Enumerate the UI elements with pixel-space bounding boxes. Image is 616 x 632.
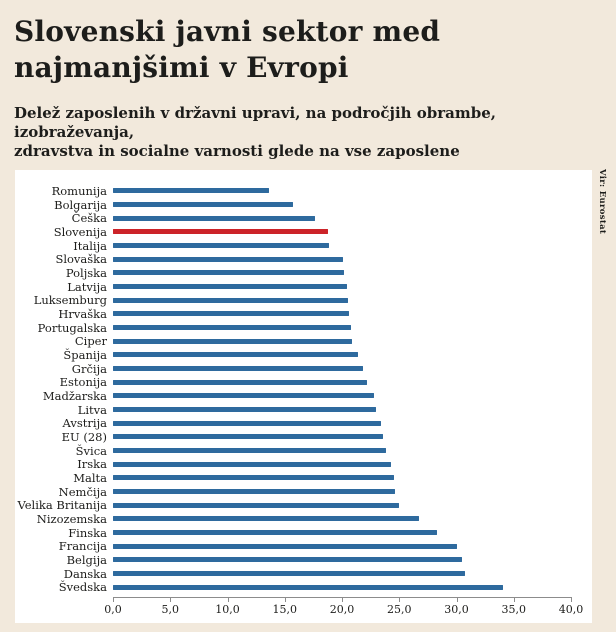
page-title xyxy=(14,14,588,86)
chart-row xyxy=(15,321,592,335)
category-label: Portugalska xyxy=(37,320,107,335)
chart-row xyxy=(15,553,592,567)
chart-row xyxy=(15,334,592,348)
chart-row xyxy=(15,512,592,526)
bar xyxy=(113,585,503,590)
bar xyxy=(113,557,462,562)
category-label: Estonija xyxy=(59,375,107,390)
x-axis-tick-label: 20,0 xyxy=(329,603,355,616)
title-line-2: najmanjšimi v Evropi xyxy=(14,51,349,84)
bar xyxy=(113,202,293,207)
category-label: Litva xyxy=(77,402,107,417)
x-axis-tick-label: 15,0 xyxy=(272,603,298,616)
category-label: Bolgarija xyxy=(54,197,107,212)
category-label: Belgija xyxy=(66,552,107,567)
category-label: Ciper xyxy=(74,334,107,349)
category-label: Nizozemska xyxy=(36,511,107,526)
category-label: Velika Britanija xyxy=(17,498,107,513)
bar xyxy=(113,421,381,426)
chart-panel xyxy=(15,170,592,623)
chart-row xyxy=(15,252,592,266)
x-axis-tick-label: 35,0 xyxy=(501,603,527,616)
chart-row xyxy=(15,293,592,307)
bar xyxy=(113,516,419,521)
chart-row xyxy=(15,389,592,403)
category-label: Poljska xyxy=(65,265,107,280)
bar xyxy=(113,448,386,453)
category-label: Malta xyxy=(73,470,107,485)
title-line-1: Slovenski javni sektor med xyxy=(14,15,441,48)
chart-row xyxy=(15,198,592,212)
bar-highlight xyxy=(113,229,328,234)
chart-row xyxy=(15,471,592,485)
category-label: Romunija xyxy=(51,183,107,198)
bar xyxy=(113,325,351,330)
bar xyxy=(113,188,269,193)
x-axis-tick-label: 40,0 xyxy=(558,603,584,616)
chart-row xyxy=(15,498,592,512)
subtitle-line-2: zdravstva in socialne varnosti glede na vse zaposlene xyxy=(14,142,460,160)
bar xyxy=(113,407,376,412)
category-label: Nemčija xyxy=(58,484,107,499)
x-axis-tick xyxy=(113,597,114,602)
x-axis-tick xyxy=(170,597,171,602)
bar xyxy=(113,311,349,316)
chart-row xyxy=(15,526,592,540)
bar xyxy=(113,298,348,303)
category-label: Češka xyxy=(71,211,107,226)
subtitle-line-1: Delež zaposlenih v državni upravi, na področjih obrambe, izobraževanja, xyxy=(14,104,497,141)
chart-header xyxy=(14,14,588,161)
chart-row xyxy=(15,416,592,430)
bar xyxy=(113,530,437,535)
category-label: Italija xyxy=(73,238,107,253)
category-label: Grčija xyxy=(71,361,107,376)
bar xyxy=(113,571,465,576)
category-label: Finska xyxy=(68,525,107,540)
bar xyxy=(113,503,399,508)
x-axis-tick-label: 0,0 xyxy=(104,603,122,616)
x-axis-tick xyxy=(514,597,515,602)
chart-row xyxy=(15,239,592,253)
category-label: Španija xyxy=(63,347,107,362)
category-label: Luksemburg xyxy=(33,293,107,308)
bar xyxy=(113,284,347,289)
chart-row xyxy=(15,444,592,458)
bar xyxy=(113,434,383,439)
chart-row xyxy=(15,430,592,444)
x-axis-tick xyxy=(457,597,458,602)
chart-row xyxy=(15,580,592,594)
x-axis-tick xyxy=(228,597,229,602)
bar xyxy=(113,352,358,357)
category-label: Francija xyxy=(58,539,107,554)
category-label: Hrvaška xyxy=(58,306,107,321)
x-axis-tick xyxy=(342,597,343,602)
bar xyxy=(113,393,374,398)
bar xyxy=(113,216,315,221)
bar xyxy=(113,489,395,494)
category-label: Švedska xyxy=(58,580,107,595)
bar xyxy=(113,475,394,480)
bar xyxy=(113,462,391,467)
chart-row xyxy=(15,567,592,581)
chart-row xyxy=(15,280,592,294)
x-axis-tick xyxy=(285,597,286,602)
bar xyxy=(113,380,367,385)
x-axis-tick-label: 25,0 xyxy=(387,603,412,616)
category-label: EU (28) xyxy=(61,429,107,444)
chart-row xyxy=(15,348,592,362)
x-axis-tick xyxy=(399,597,400,602)
x-axis-tick-label: 5,0 xyxy=(161,603,180,616)
category-label: Latvija xyxy=(67,279,107,294)
category-label: Švica xyxy=(75,443,107,458)
bar xyxy=(113,366,363,371)
chart-row xyxy=(15,403,592,417)
chart-row xyxy=(15,375,592,389)
source-label: Vir: Eurostat xyxy=(597,169,607,235)
chart-row xyxy=(15,362,592,376)
bar xyxy=(113,339,352,344)
chart-row xyxy=(15,184,592,198)
bar xyxy=(113,257,343,262)
bar xyxy=(113,270,344,275)
category-label: Madžarska xyxy=(42,388,107,403)
category-label: Avstrija xyxy=(62,416,107,431)
page-subtitle xyxy=(14,104,588,161)
category-label: Irska xyxy=(77,457,107,472)
chart-row xyxy=(15,485,592,499)
x-axis-tick xyxy=(571,597,572,602)
bar xyxy=(113,544,457,549)
category-label: Slovaška xyxy=(55,252,107,267)
category-label: Danska xyxy=(63,566,107,581)
chart-row xyxy=(15,266,592,280)
x-axis-tick-label: 10,0 xyxy=(215,603,240,616)
chart-row xyxy=(15,307,592,321)
chart-row xyxy=(15,539,592,553)
category-label: Slovenija xyxy=(53,224,107,239)
chart-row xyxy=(15,225,592,239)
chart-row xyxy=(15,457,592,471)
chart-rows xyxy=(15,184,592,594)
chart-row xyxy=(15,211,592,225)
x-axis-tick-label: 30,0 xyxy=(444,603,469,616)
bar xyxy=(113,243,329,248)
